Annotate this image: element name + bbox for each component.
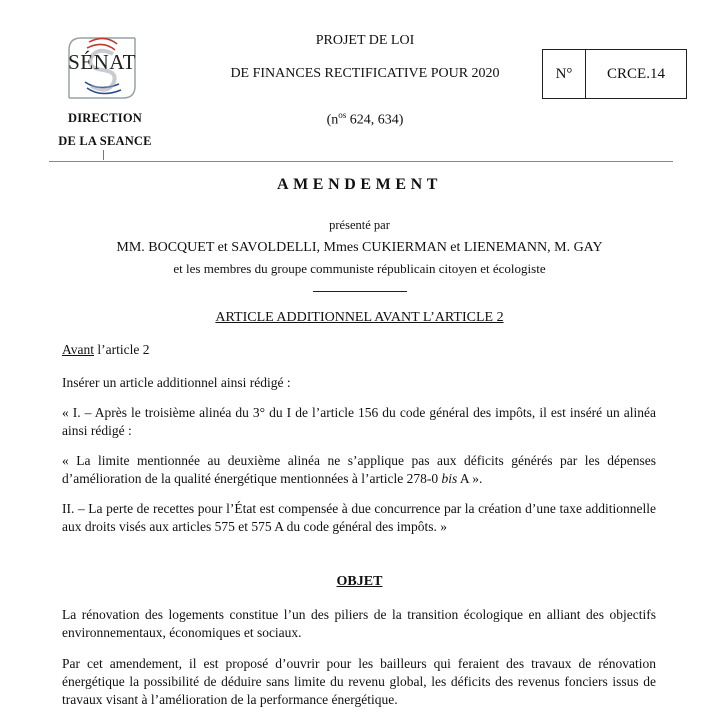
article-heading: ARTICLE ADDITIONNEL AVANT L’ARTICLE 2 (215, 310, 504, 325)
paragraph-limit: « La limite mentionnée au deuxième alinéa ne s’applique pas aux déficits générés par les dépenses d’amélioration de la qualité énergétique mentionnées à l’article 278-0 bis A ». (62, 453, 656, 486)
objet-paragraph-1: La rénovation des logements constitue l’un des piliers de la transition écologique en alliant des objectifs environnementaux, économiques et sociaux. (62, 607, 656, 640)
reference-label: N° (543, 50, 586, 98)
bill-title-line2: DE FINANCES RECTIFICATIVE POUR 2020 (230, 66, 500, 81)
amendment-reference-box (542, 49, 687, 99)
authors-line2: et les membres du groupe communiste républicain citoyen et écologiste (173, 261, 546, 276)
paragraph-i: « I. – Après le troisième alinéa du 3° du I de l’article 156 du code général des impôts, il est inséré un alinéa ainsi rédigé : (62, 405, 656, 438)
avant-article: Avant l’article 2 (62, 342, 150, 357)
objet-heading: OBJET (336, 574, 383, 589)
header-divider (49, 161, 673, 162)
authors-line1: MM. BOCQUET et SAVOLDELLI, Mmes CUKIERMAN et LIENEMANN, M. GAY (116, 240, 603, 255)
insert-instruction: Insérer un article additionnel ainsi rédigé : (62, 375, 291, 390)
senat-logo (67, 36, 137, 100)
paragraph-ii: II. – La perte de recettes pour l’État est compensée à due concurrence par la création d’une taxe additionnelle aux droits visés aux articles 575 et 575 A du code général des impôts. » (62, 501, 656, 534)
seance-label: DE LA SEANCE (58, 134, 152, 148)
left-divider (103, 150, 104, 160)
bill-title-line1: PROJET DE LOI (315, 33, 415, 48)
reference-code: CRCE.14 (607, 65, 665, 82)
presented-by: présenté par (329, 218, 390, 232)
amendment-title: AMENDEMENT (276, 176, 443, 193)
bill-numbers: ($n^{os}$ 624, 634) (326, 110, 404, 128)
short-divider (313, 291, 407, 292)
logo-text: SÉNAT (68, 50, 136, 74)
direction-label: DIRECTION (67, 111, 143, 125)
objet-paragraph-2: Par cet amendement, il est proposé d’ouvrir pour les bailleurs qui feraient des travaux de rénovation énergétique la possibilité de déduire sans limite du revenu global, les déficits des revenus fonciers issus de travaux visant à l’amélioration de la performance énergétique. (62, 656, 656, 707)
